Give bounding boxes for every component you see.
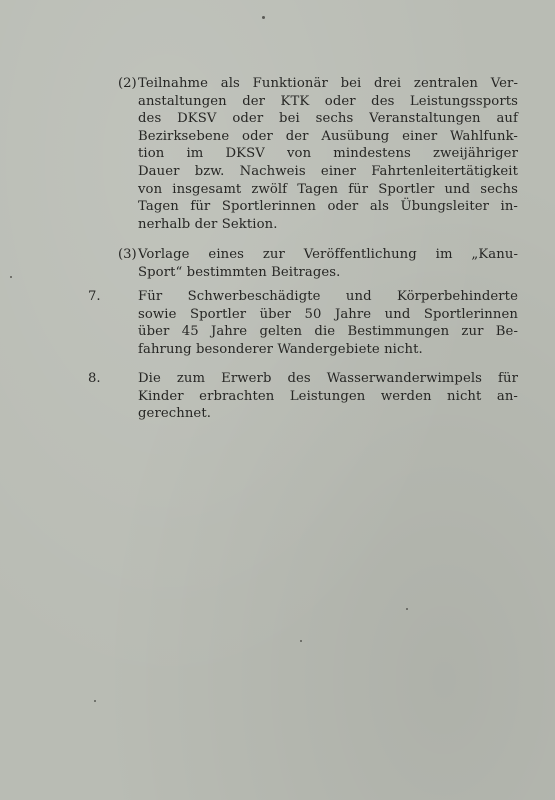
paragraph-line: des DKSV oder bei sechs Veranstaltungen auf [138, 111, 518, 127]
paragraph-line: von insgesamt zwölf Tagen für Sportler und sechs [138, 181, 518, 197]
paragraph-line: Tagen für Sportlerinnen oder als Übungsleiter in- [138, 199, 518, 215]
paragraph-line: Sport“ bestimmten Beitrages. [138, 264, 341, 280]
item-paragraph [138, 370, 518, 423]
paragraph-line: nerhalb der Sektion. [138, 216, 278, 232]
paragraph-line: sowie Sportler über 50 Jahre und Sportlerinnen [138, 306, 518, 322]
paragraph-line: Bezirksebene oder der Ausübung einer Wahlfunk- [138, 128, 518, 144]
item-paragraph [138, 288, 518, 358]
paragraph-line: anstaltungen der KTK oder des Leistungssports [138, 93, 518, 109]
paper-speck [10, 276, 12, 278]
paper-speck [406, 608, 408, 610]
item-number: 7. [88, 289, 101, 304]
paragraph-line: Für Schwerbeschädigte und Körperbehinderte [138, 289, 518, 304]
paragraph-line: Dauer bzw. Nachweis einer Fahrtenleitertätigkeit [138, 163, 518, 179]
item-number: 8. [88, 371, 101, 386]
paragraph-line: Teilnahme als Funktionär bei drei zentralen Ver- [138, 76, 518, 91]
item-number: (3) [118, 247, 137, 262]
paragraph-line: tion im DKSV von mindestens zweijähriger [138, 146, 518, 162]
paragraph-line: über 45 Jahre gelten die Bestimmungen zur Be- [138, 324, 518, 340]
paragraph-line: Die zum Erwerb des Wasserwanderwimpels für [138, 371, 518, 386]
paper-speck [300, 640, 302, 642]
item-paragraph [138, 75, 518, 233]
paper-speck [262, 16, 265, 19]
paragraph-line: fahrung besonderer Wandergebiete nicht. [138, 341, 423, 357]
paragraph-line: gerechnet. [138, 406, 212, 422]
item-number: (2) [118, 76, 137, 91]
paper-speck [94, 700, 96, 702]
paragraph-line: Kinder erbrachten Leistungen werden nicht an- [138, 388, 518, 404]
paragraph-line: Vorlage eines zur Veröffentlichung im „Kanu- [138, 247, 518, 262]
item-paragraph [138, 246, 518, 281]
